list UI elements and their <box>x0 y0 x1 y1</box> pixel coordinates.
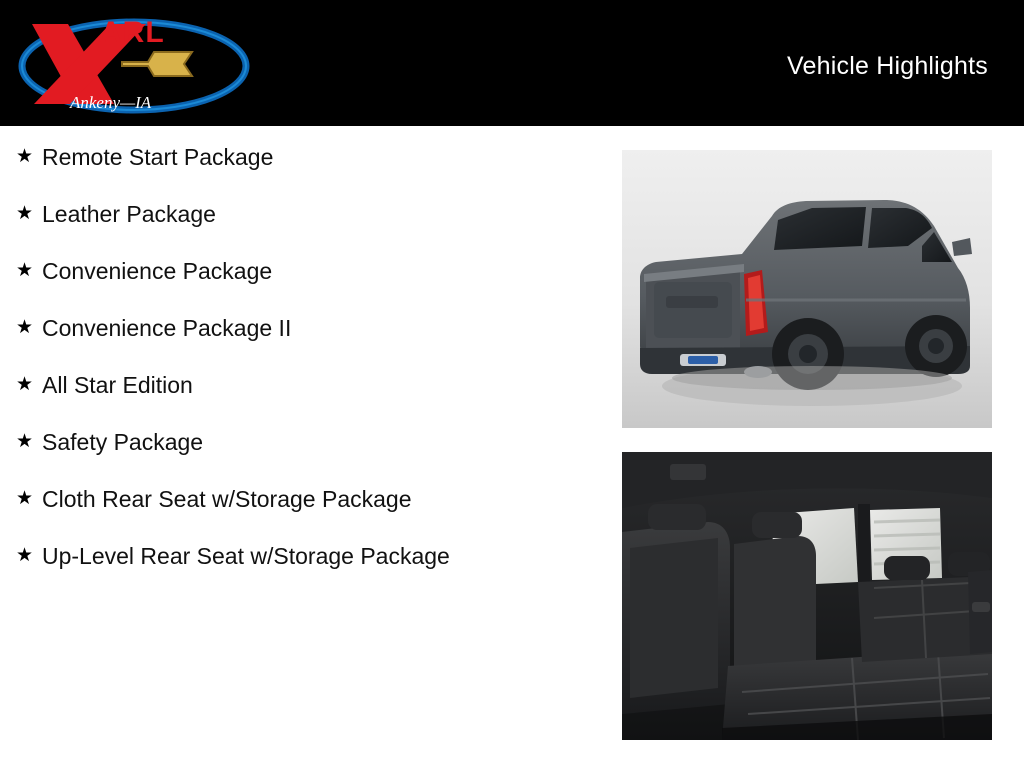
list-item <box>10 197 600 231</box>
list-item <box>10 254 600 288</box>
list-item <box>10 425 600 459</box>
list-item-label: All Star Edition <box>42 372 193 398</box>
page-header <box>0 0 1024 126</box>
list-item-label: Leather Package <box>42 201 216 227</box>
page-title: Vehicle Highlights <box>787 52 988 80</box>
vehicle-highlights-list <box>0 140 600 596</box>
list-item <box>10 368 600 402</box>
list-item <box>10 482 600 516</box>
star-icon: ★ <box>16 260 34 281</box>
star-icon: ★ <box>16 317 34 338</box>
exterior-rear-three-quarter-photo <box>622 150 992 428</box>
list-item-label: Cloth Rear Seat w/Storage Package <box>42 486 412 512</box>
list-item-label: Up-Level Rear Seat w/Storage Package <box>42 543 450 569</box>
list-item-label: Convenience Package <box>42 258 273 284</box>
dealer-logo <box>14 8 254 120</box>
svg-text:ARL: ARL <box>100 16 165 49</box>
interior-rear-seats-photo <box>622 452 992 740</box>
list-item <box>10 140 600 174</box>
list-item-label: Convenience Package II <box>42 315 292 341</box>
list-item-label: Safety Package <box>42 429 204 455</box>
list-item <box>10 311 600 345</box>
star-icon: ★ <box>16 431 34 452</box>
list-item-label: Remote Start Package <box>42 144 274 170</box>
star-icon: ★ <box>16 146 34 167</box>
star-icon: ★ <box>16 203 34 224</box>
list-item <box>10 539 600 573</box>
star-icon: ★ <box>16 374 34 395</box>
svg-text:Ankeny—IA: Ankeny—IA <box>70 93 152 112</box>
star-icon: ★ <box>16 545 34 566</box>
star-icon: ★ <box>16 488 34 509</box>
